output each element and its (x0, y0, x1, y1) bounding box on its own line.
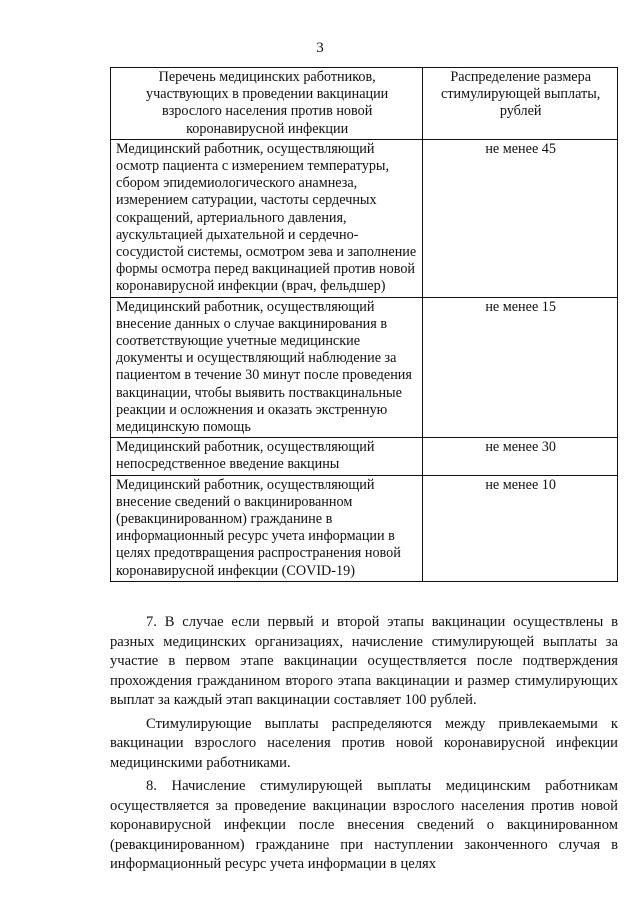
table-row (111, 139, 618, 297)
row-amount: не менее 30 (423, 438, 618, 475)
page-number: 3 (316, 40, 324, 56)
row-amount: не менее 10 (423, 475, 618, 581)
row-amount: не менее 45 (423, 139, 618, 297)
body-text (110, 613, 618, 875)
row-description: Медицинский работник, осуществляющий внесение данных о случае вакцинирования в соответствующие учетные медицинские документы и осуществляющий наблюдение за пациентом в течение 30 минут после проведения вакцинации, чтобы выявить поствакцинальные реакции и осложнения и оказать экстренную медицинскую помощь (111, 297, 423, 438)
row-description: Медицинский работник, осуществляющий непосредственное введение вакцины (111, 438, 423, 475)
table-row (111, 297, 618, 438)
table-header-row (111, 68, 618, 140)
paragraph-distribution: Стимулирующие выплаты распределяются между привлекаемыми к вакцинации взрослого населения против новой коронавирусной инфекции медицинскими работниками. (110, 715, 618, 771)
row-description: Медицинский работник, осуществляющий осмотр пациента с измерением температуры, сбором эпидемиологического анамнеза, измерением сатурации, частоты сердечных сокращений, артериального давления, аускультацией дыхательной и сердечно-сосудистой системы, осмотром зева и заполнение формы осмотра перед вакцинацией против новой коронавирусной инфекции (врач, фельдшер) (111, 139, 423, 297)
header-payment-amount: Распределение размера стимулирующей выплаты, рублей (423, 68, 618, 140)
table-row (111, 438, 618, 475)
row-amount: не менее 15 (423, 297, 618, 438)
header-workers-list: Перечень медицинских работников, участвующих в проведении вакцинации взрослого населения против новой коронавирусной инфекции (111, 68, 423, 140)
payment-distribution-table (110, 67, 618, 582)
row-description: Медицинский работник, осуществляющий внесение сведений о вакцинированном (ревакцинированном) гражданине в информационный ресурс учета информации в целях предотвращения распространения новой коронавирусной инфекции (COVID-19) (111, 475, 423, 581)
table-row (111, 475, 618, 581)
paragraph-7: 7. В случае если первый и второй этапы вакцинации осуществлены в разных медицинских организациях, начисление стимулирующей выплаты за участие в первом этапе вакцинации осуществляется после подтверждения прохождения гражданином второго этапа вакцинации и размер стимулирующих выплат за каждый этап вакцинации составляет 100 рублей. (110, 614, 618, 708)
paragraph-8: 8. Начисление стимулирующей выплаты медицинским работникам осуществляется за проведение вакцинации взрослого населения против новой коронавирусной инфекции после внесения сведений о вакцинированном (ревакцинированном) гражданине при наступлении законченного случая в информационный ресурс учета информации в целях (110, 778, 618, 872)
